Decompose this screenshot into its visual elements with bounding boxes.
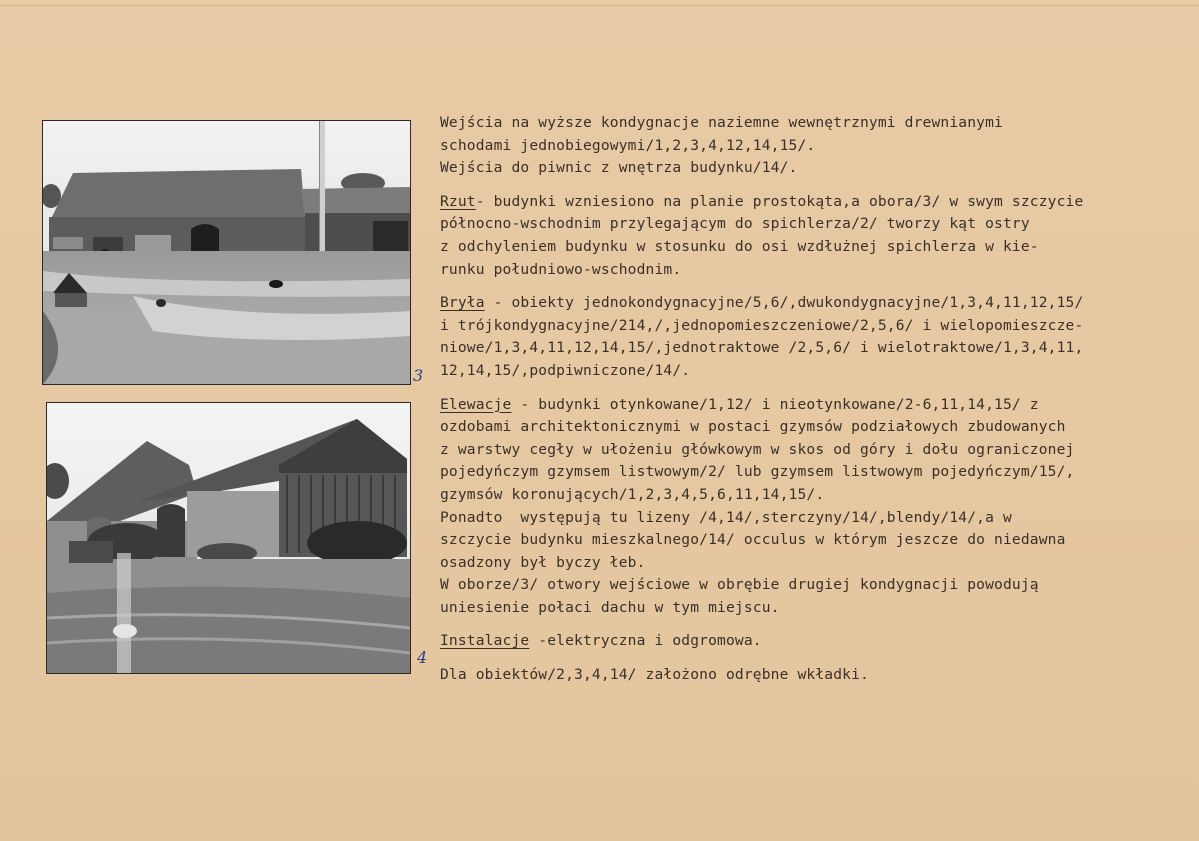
- text-line: gzymsów koronujących/1,2,3,4,5,6,11,14,15/.: [440, 485, 825, 503]
- text-line: Elewacje - budynki otynkowane/1,12/ i nieotynkowane/2-6,11,14,15/ z: [440, 395, 1039, 413]
- photo-farmyard: [42, 120, 411, 385]
- paragraph-entrances: [440, 112, 1180, 180]
- paragraph-inserts: [440, 664, 1180, 687]
- text-line: północno-wschodnim przylegającym do spichlerza/2/ tworzy kąt ostry: [440, 215, 1030, 233]
- text-line: Dla obiektów/2,3,4,14/ założono odrębne wkładki.: [440, 666, 869, 684]
- text-line: Ponadto występują tu lizeny /4,14/,sterczyny/14/,blendy/14/,a w: [440, 508, 1012, 526]
- paragraph-mass: [440, 292, 1180, 382]
- description-text: [440, 112, 1180, 698]
- text-line: Rzut- budynki wzniesiono na planie prostokąta,a obora/3/ w swym szczycie: [440, 192, 1084, 210]
- photo-number: 4: [417, 648, 428, 667]
- text-line: i trójkondygnacyjne/214,/,jednopomieszczeniowe/2,5,6/ i wielopomieszcze-: [440, 316, 1084, 334]
- text-line: z odchyleniem budynku w stosunku do osi wzdłużnej spichlerza w kie-: [440, 237, 1039, 255]
- section-heading: Bryła: [440, 294, 485, 312]
- text-line: Bryła - obiekty jednokondygnacyjne/5,6/,dwukondygnacyjne/1,3,4,11,12,15/: [440, 294, 1084, 312]
- text-line: 12,14,15/,podpiwniczone/14/.: [440, 361, 691, 379]
- paragraph-elevations: [440, 394, 1180, 620]
- text-line: uniesienie połaci dachu w tym miejscu.: [440, 598, 780, 616]
- sheet-edge: [0, 5, 1199, 6]
- text-line: niowe/1,3,4,11,12,14,15/,jednotraktowe /2,5,6/ i wielotraktowe/1,3,4,11,: [440, 339, 1084, 357]
- photo-number: 3: [413, 366, 424, 385]
- photo-barns: [46, 402, 411, 674]
- text-line: runku południowo-wschodnim.: [440, 260, 682, 278]
- section-heading: Instalacje: [440, 632, 530, 650]
- section-heading: Rzut: [440, 192, 476, 210]
- paragraph-installations: [440, 630, 1180, 653]
- text-line: ozdobami architektonicznymi w postaci gzymsów podziałowych zbudowanych: [440, 418, 1066, 436]
- text-line: schodami jednobiegowymi/1,2,3,4,12,14,15/.: [440, 136, 816, 154]
- text-line: Wejścia do piwnic z wnętrza budynku/14/.: [440, 159, 798, 177]
- text-line: Instalacje -elektryczna i odgromowa.: [440, 632, 762, 650]
- text-line: W oborze/3/ otwory wejściowe w obrębie drugiej kondygnacji powodują: [440, 576, 1039, 594]
- text-line: Wejścia na wyższe kondygnacje naziemne wewnętrznymi drewnianymi: [440, 114, 1003, 131]
- text-line: z warstwy cegły w ułożeniu główkowym w skos od góry i dołu ograniczonej: [440, 440, 1075, 458]
- text-line: szczycie budynku mieszkalnego/14/ occulus w którym jeszcze do niedawna: [440, 531, 1066, 549]
- text-line: osadzony był byczy łeb.: [440, 553, 646, 571]
- paragraph-plan: [440, 191, 1180, 281]
- text-line: pojedyńczym gzymsem listwowym/2/ lub gzymsem listwowym pojedyńczym/15/,: [440, 463, 1075, 481]
- section-heading: Elewacje: [440, 395, 512, 413]
